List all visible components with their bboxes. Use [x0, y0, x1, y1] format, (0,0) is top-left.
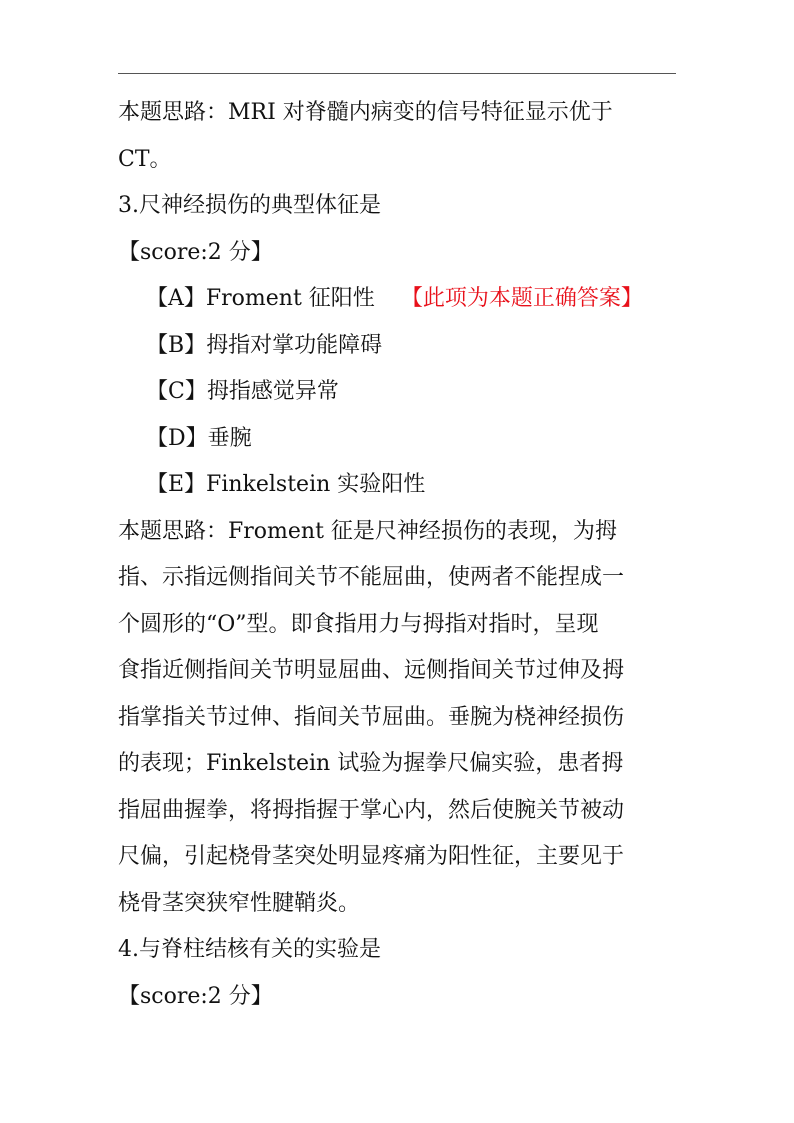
- prev-rationale-line: CT。: [118, 146, 172, 172]
- rationale-line: 个圆形的“O”型。即食指用力与拇指对指时，呈现: [118, 611, 599, 637]
- option-b-label: 【B】拇指对掌功能障碍: [146, 332, 383, 358]
- option-c: [118, 369, 678, 416]
- header-rule: [118, 73, 676, 74]
- question-3-title: 3.尺神经损伤的典型体征是: [118, 193, 381, 218]
- option-c-label: 【C】拇指感觉异常: [146, 379, 339, 404]
- rationale-line: 本题思路：Froment 征是尺神经损伤的表现，为拇: [118, 518, 617, 544]
- question-4-title: 4.与脊柱结核有关的实验是: [118, 937, 381, 962]
- question-3-score: 【score:2 分】: [118, 239, 273, 265]
- rationale-line: 的表现；Finkelstein 试验为握拳尺偏实验，患者拇: [118, 751, 624, 776]
- option-e-label: 【E】Finkelstein 实验阳性: [146, 472, 426, 497]
- rationale-line: 食指近侧指间关节明显屈曲、远侧指间关节过伸及拇: [118, 658, 625, 683]
- rationale-line: 尺偏，引起桡骨茎突处明显疼痛为阳性征，主要见于: [118, 844, 625, 869]
- prev-rationale-line: 本题思路：MRI 对脊髓内病变的信号特征显示优于: [118, 100, 613, 125]
- option-e: [118, 462, 678, 509]
- correct-answer-mark: 【此项为本题正确答案】: [400, 286, 643, 311]
- rationale-line: 指屈曲握拳，将拇指握于掌心内，然后使腕关节被动: [118, 797, 625, 823]
- question-4-score: 【score:2 分】: [118, 983, 273, 1009]
- rationale-line: 桡骨茎突狭窄性腱鞘炎。: [118, 890, 361, 916]
- option-b: [118, 323, 678, 370]
- option-d-label: 【D】垂腕: [146, 425, 252, 451]
- option-a-label: 【A】Froment 征阳性: [146, 286, 375, 311]
- document-body: [118, 90, 678, 1020]
- rationale-line: 指掌指关节过伸、指间关节屈曲。垂腕为桡神经损伤: [118, 704, 625, 730]
- rationale-line: 指、示指远侧指间关节不能屈曲，使两者不能捏成一: [118, 565, 625, 590]
- option-d: [118, 416, 678, 463]
- option-a: [118, 276, 678, 323]
